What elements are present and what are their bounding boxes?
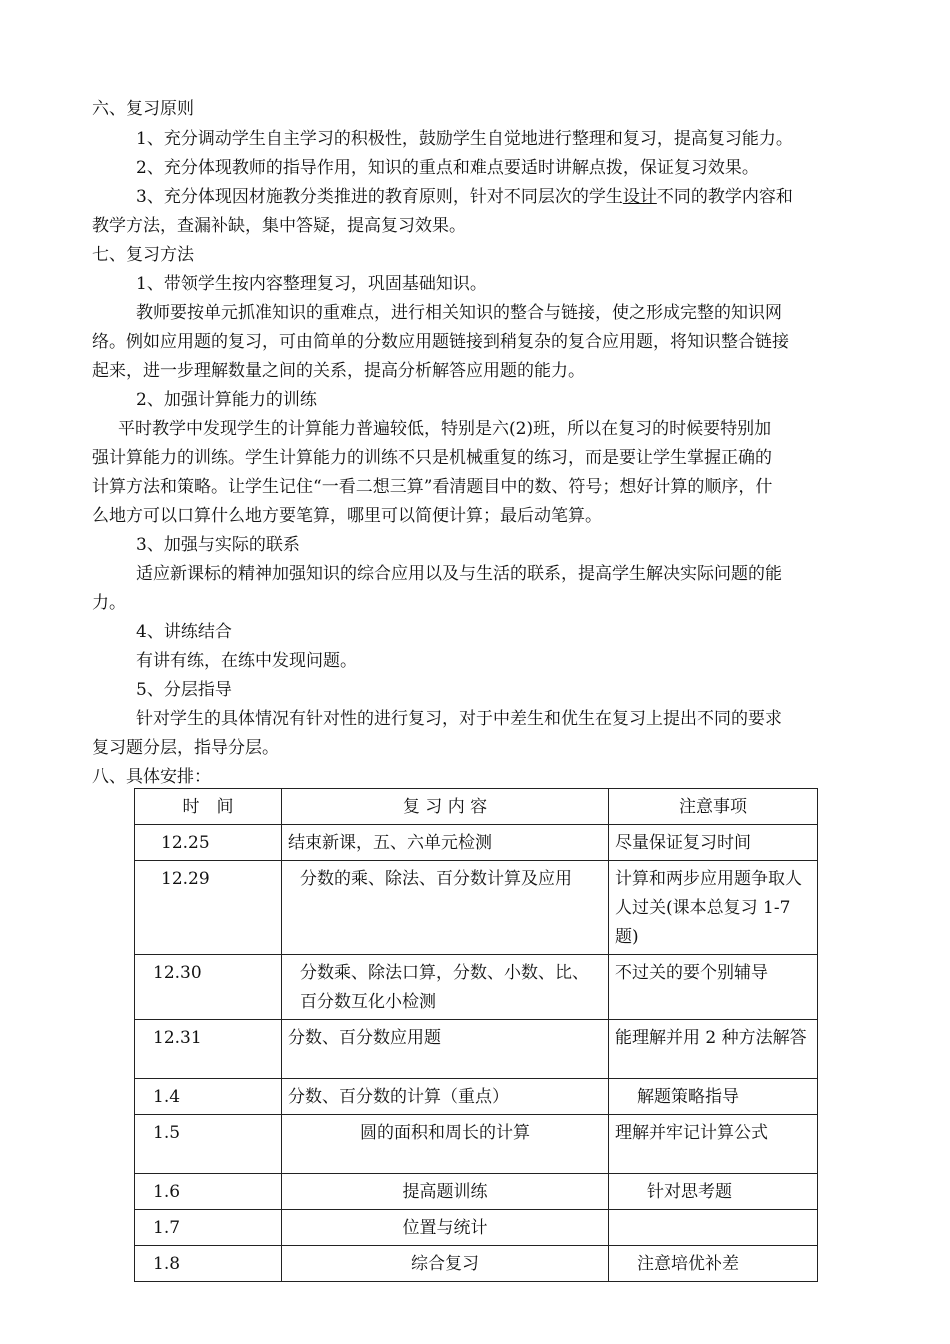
row-date: 1.5 — [135, 1115, 282, 1174]
row-content: 分数、百分数的计算（重点） — [282, 1079, 609, 1115]
section-6-heading: 六、复习原则 — [92, 99, 194, 119]
table-row — [135, 955, 818, 1020]
row-note: 尽量保证复习时间 — [609, 825, 818, 861]
table-row — [135, 1020, 818, 1079]
row-note: 不过关的要个别辅导 — [609, 955, 818, 1020]
method-2-line-3: 计算方法和策略。让学生记住“一看二想三算”看清题目中的数、符号；想好计算的顺序，什 — [92, 477, 773, 497]
principle-2: 2、充分体现教师的指导作用，知识的重点和难点要适时讲解点拨，保证复习效果。 — [136, 158, 759, 178]
row-content: 分数的乘、除法、百分数计算及应用 — [282, 861, 609, 955]
row-date: 1.4 — [135, 1079, 282, 1115]
row-note: 注意培优补差 — [609, 1246, 818, 1282]
row-note: 针对思考题 — [609, 1174, 818, 1210]
method-5-line-2: 复习题分层，指导分层。 — [92, 738, 279, 758]
method-5-line-1: 针对学生的具体情况有针对性的进行复习，对于中差生和优生在复习上提出不同的要求 — [136, 709, 782, 729]
principle-3 — [136, 186, 793, 208]
row-date: 1.8 — [135, 1246, 282, 1282]
method-1-title: 1、带领学生按内容整理复习，巩固基础知识。 — [136, 274, 487, 294]
row-content: 结束新课，五、六单元检测 — [282, 825, 609, 861]
row-content: 提高题训练 — [282, 1174, 609, 1210]
row-date: 1.7 — [135, 1210, 282, 1246]
row-note: 解题策略指导 — [609, 1079, 818, 1115]
table-row — [135, 1115, 818, 1174]
row-date: 12.31 — [135, 1020, 282, 1079]
header-time: 时 间 — [135, 789, 282, 825]
table-row — [135, 861, 818, 955]
table-row — [135, 1210, 818, 1246]
table-row — [135, 1079, 818, 1115]
row-note: 理解并牢记计算公式 — [609, 1115, 818, 1174]
row-date: 12.29 — [135, 861, 282, 955]
row-note: 计算和两步应用题争取人人过关(课本总复习 1-7 题) — [609, 861, 818, 955]
method-3-title: 3、加强与实际的联系 — [136, 535, 300, 555]
row-content: 分数、百分数应用题 — [282, 1020, 609, 1079]
row-content: 综合复习 — [282, 1246, 609, 1282]
row-content: 分数乘、除法口算，分数、小数、比、百分数互化小检测 — [282, 955, 609, 1020]
principle-3-text-b: 不同的教学内容和 — [656, 187, 793, 207]
row-note — [609, 1210, 818, 1246]
row-content: 位置与统计 — [282, 1210, 609, 1246]
header-content: 复 习 内 容 — [282, 789, 609, 825]
method-2-line-1: 平时教学中发现学生的计算能力普遍较低，特别是六(2)班，所以在复习的时候要特别加 — [118, 419, 772, 439]
method-2-title: 2、加强计算能力的训练 — [136, 390, 317, 410]
principle-3-cont: 教学方法，查漏补缺，集中答疑，提高复习效果。 — [92, 216, 466, 236]
method-4-title: 4、讲练结合 — [136, 622, 232, 642]
row-note: 能理解并用 2 种方法解答 — [609, 1020, 818, 1079]
table-row — [135, 825, 818, 861]
row-date: 1.6 — [135, 1174, 282, 1210]
method-1-line-2: 络。例如应用题的复习，可由简单的分数应用题链接到稍复杂的复合应用题，将知识整合链接 — [92, 332, 789, 352]
method-3-line-1: 适应新课标的精神加强知识的综合应用以及与生活的联系，提高学生解决实际问题的能 — [136, 564, 782, 584]
method-1-line-3: 起来，进一步理解数量之间的关系，提高分析解答应用题的能力。 — [92, 361, 585, 381]
table-row — [135, 1174, 818, 1210]
header-notes: 注意事项 — [609, 789, 818, 825]
section-7-heading: 七、复习方法 — [92, 245, 194, 265]
schedule-table — [134, 788, 818, 1282]
method-2-line-2: 强计算能力的训练。学生计算能力的训练不只是机械重复的练习，而是要让学生掌握正确的 — [92, 448, 772, 468]
method-2-line-4: 么地方可以口算什么地方要笔算，哪里可以简便计算；最后动笔算。 — [92, 506, 602, 526]
method-4-line-1: 有讲有练，在练中发现问题。 — [136, 651, 357, 671]
principle-1: 1、充分调动学生自主学习的积极性，鼓励学生自觉地进行整理和复习，提高复习能力。 — [136, 129, 793, 149]
design-link[interactable]: 设计 — [622, 187, 657, 207]
table-header-row — [135, 789, 818, 825]
method-1-line-1: 教师要按单元抓准知识的重难点，进行相关知识的整合与链接，使之形成完整的知识网 — [136, 303, 782, 323]
table-row — [135, 1246, 818, 1282]
row-date: 12.30 — [135, 955, 282, 1020]
method-3-line-2: 力。 — [92, 593, 126, 613]
row-date: 12.25 — [135, 825, 282, 861]
section-8-heading: 八、具体安排： — [92, 767, 211, 787]
principle-3-text-a: 3、充分体现因材施教分类推进的教育原则，针对不同层次的学生 — [136, 187, 623, 207]
row-content: 圆的面积和周长的计算 — [282, 1115, 609, 1174]
method-5-title: 5、分层指导 — [136, 680, 232, 700]
